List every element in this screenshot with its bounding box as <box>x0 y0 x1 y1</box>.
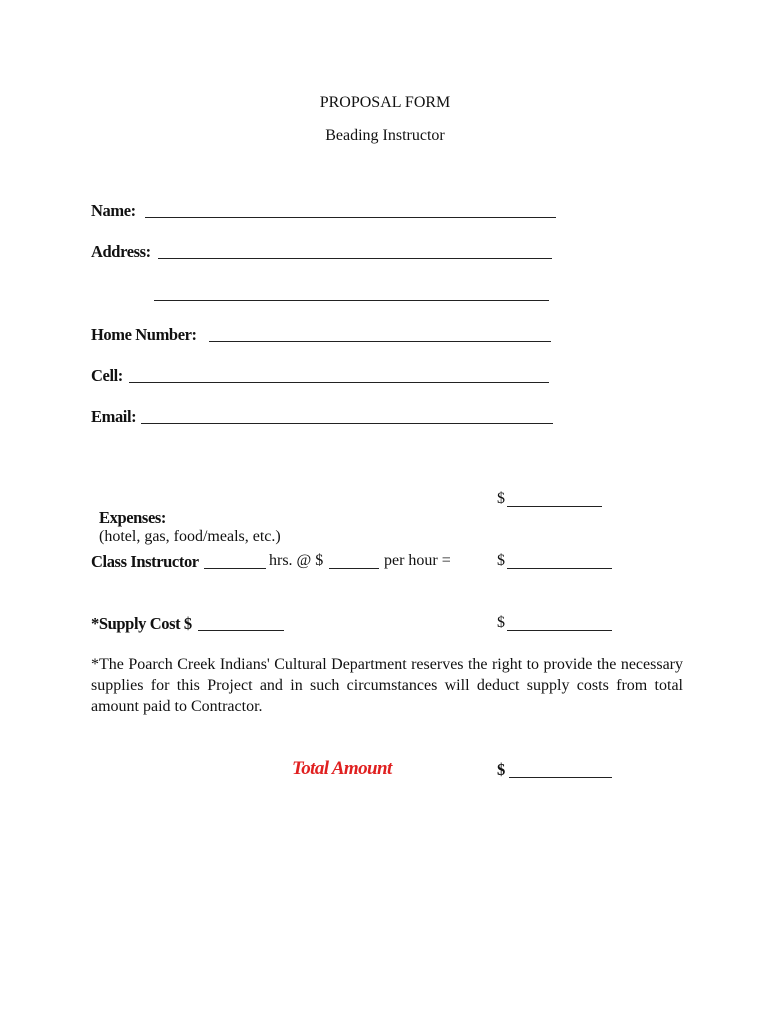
total-dollar-sign: $ <box>497 760 505 779</box>
supply-cost-field[interactable] <box>198 630 284 631</box>
email-field[interactable] <box>141 423 553 424</box>
cell-label: Cell: <box>91 366 123 385</box>
instructor-hours-field[interactable] <box>204 568 266 569</box>
expenses-detail: (hotel, gas, food/meals, etc.) <box>99 528 281 545</box>
expenses-amount-field[interactable] <box>507 506 602 507</box>
supply-dollar-sign: $ <box>497 614 505 631</box>
instructor-amount-field[interactable] <box>507 568 612 569</box>
total-amount-label: Total Amount <box>292 758 392 779</box>
supply-cost-label: *Supply Cost $ <box>91 614 192 633</box>
expenses-label: Expenses: <box>99 508 166 527</box>
hrs-at-text: hrs. @ $ <box>269 552 324 569</box>
total-amount-field[interactable] <box>509 777 612 778</box>
expenses-dollar-sign: $ <box>497 490 505 507</box>
form-subtitle: Beading Instructor <box>325 127 445 144</box>
email-label: Email: <box>91 407 137 426</box>
address-field-line-1[interactable] <box>158 258 552 259</box>
name-label: Name: <box>91 201 136 220</box>
name-field[interactable] <box>145 217 556 218</box>
cell-field[interactable] <box>129 382 549 383</box>
expenses-row <box>91 490 281 546</box>
per-hour-text: per hour = <box>384 552 451 569</box>
hourly-rate-field[interactable] <box>329 568 379 569</box>
address-field-line-2[interactable] <box>154 300 549 301</box>
home-number-label: Home Number: <box>91 325 197 344</box>
supply-notice: *The Poarch Creek Indians' Cultural Department reserves the right to provide the necessary supplies for this Project and in such circumstances will deduct supply costs from total amount paid to Contractor. <box>91 656 683 715</box>
supply-amount-field[interactable] <box>507 630 612 631</box>
instructor-dollar-sign: $ <box>497 552 505 569</box>
form-title: PROPOSAL FORM <box>319 94 451 111</box>
home-number-field[interactable] <box>209 341 551 342</box>
address-label: Address: <box>91 242 151 261</box>
class-instructor-label: Class Instructor <box>91 552 199 571</box>
